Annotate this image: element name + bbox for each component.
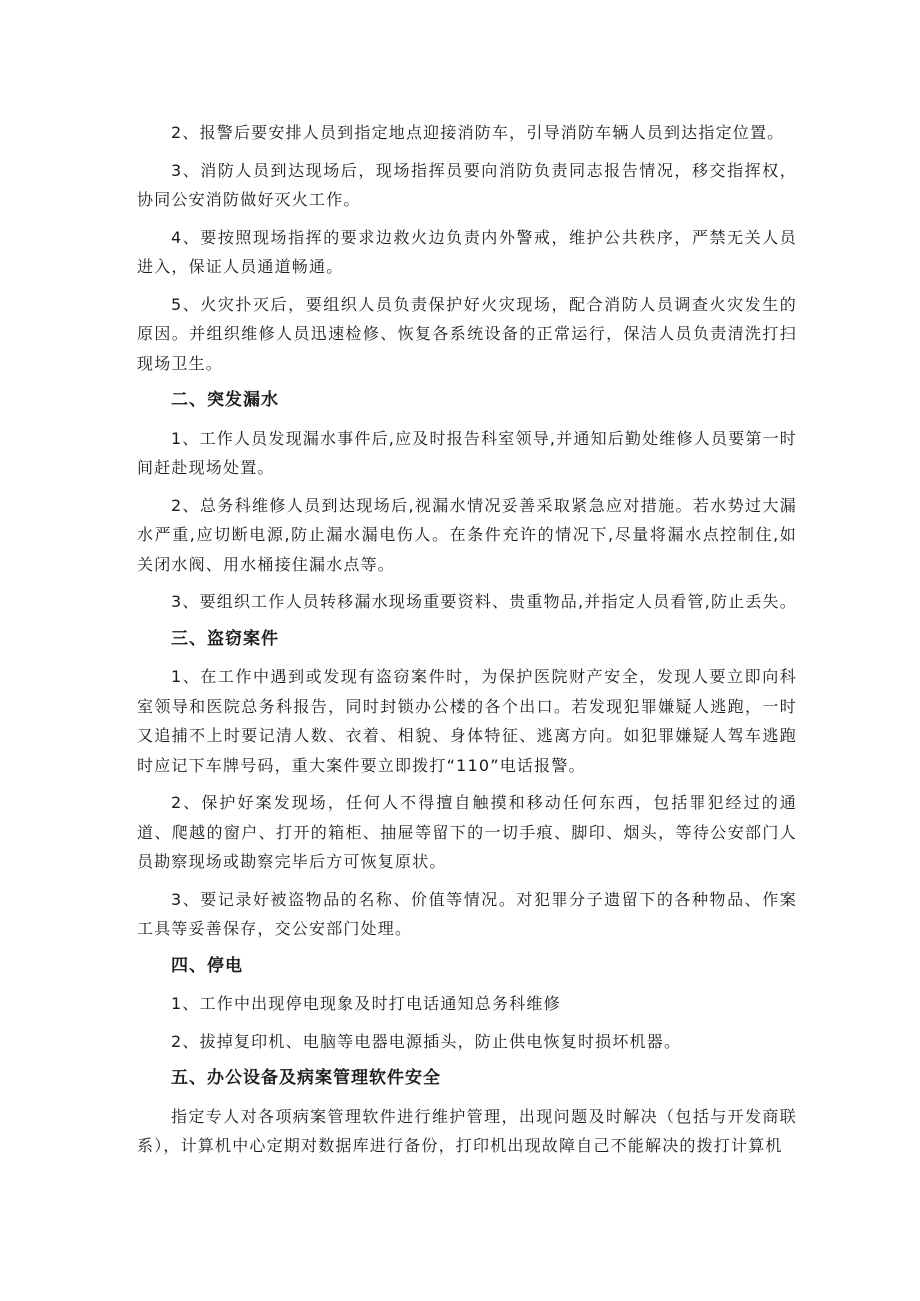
paragraph-fire-2: 2、报警后要安排人员到指定地点迎接消防车，引导消防车辆人员到达指定位置。: [171, 123, 785, 142]
paragraph-fire-5: 5、火灾扑灭后，要组织人员负责保护好火灾现场，配合消防人员调查火灾发生的原因。并组织维修人员迅速检修、恢复各系统设备的正常运行，保洁人员负责清洗打扫现场卫生。: [137, 294, 797, 373]
paragraph-theft-3: 3、要记录好被盗物品的名称、价值等情况。对犯罪分子遗留下的各种物品、作案工具等妥善保存，交公安部门处理。: [137, 889, 797, 938]
section-heading-water-leak: 二、突发漏水: [171, 390, 279, 410]
paragraph-fire-4: 4、要按照现场指挥的要求边救火边负责内外警戒，维护公共秩序，严禁无关人员进入，保证人员通道畅通。: [137, 227, 797, 276]
paragraph-water-3: 3、要组织工作人员转移漏水现场重要资料、贵重物品,并指定人员看管,防止丢失。: [171, 592, 797, 611]
document-body: [137, 118, 797, 1161]
paragraph-water-1: 1、工作人员发现漏水事件后,应及时报告科室领导,并通知后勤处维修人员要第一时间赶赴现场处置。: [137, 428, 797, 477]
paragraph-equipment-1: 指定专人对各项病案管理软件进行维护管理，出现问题及时解决（包括与开发商联系），计算机中心定期对数据库进行备份，打印机出现故障自己不能解决的拨打计算机: [137, 1106, 797, 1155]
paragraph-fire-3: 3、消防人员到达现场后，现场指挥员要向消防负责同志报告情况，移交指挥权，协同公安消防做好灭火工作。: [137, 160, 797, 209]
paragraph-theft-2: 2、保护好案发现场，任何人不得擅自触摸和移动任何东西，包括罪犯经过的通道、爬越的窗户、打开的箱柜、抽屉等留下的一切手痕、脚印、烟头，等待公安部门人员勘察现场或勘察完毕后方可恢复原状。: [137, 793, 797, 871]
paragraph-power-2: 2、拔掉复印机、电脑等电器电源插头，防止供电恢复时损坏机器。: [171, 1031, 682, 1051]
paragraph-power-1: 1、工作中出现停电现象及时打电话通知总务科维修: [171, 994, 561, 1013]
section-heading-office-equipment: 五、办公设备及病案管理软件安全: [171, 1068, 441, 1088]
paragraph-theft-1: 1、在工作中遇到或发现有盗窃案件时，为保护医院财产安全，发现人要立即向科室领导和医院总务科报告，同时封锁办公楼的各个出口。若发现犯罪嫌疑人逃跑，一时又追捕不上时要记清人数、衣着、相貌、身体特征、逃离方向。如犯罪嫌疑人驾车逃跑时应记下车牌号码，重大案件要立即拨打“110”电话报警。: [137, 667, 797, 775]
section-heading-theft: 三、盗窃案件: [171, 628, 279, 649]
paragraph-water-2: 2、总务科维修人员到达现场后,视漏水情况妥善采取紧急应对措施。若水势过大漏水严重,应切断电源,防止漏水漏电伤人。在条件充许的情况下,尽量将漏水点控制住,如关闭水阀、用水桶接住漏水点等。: [137, 495, 797, 574]
section-heading-power-outage: 四、停电: [171, 955, 243, 976]
